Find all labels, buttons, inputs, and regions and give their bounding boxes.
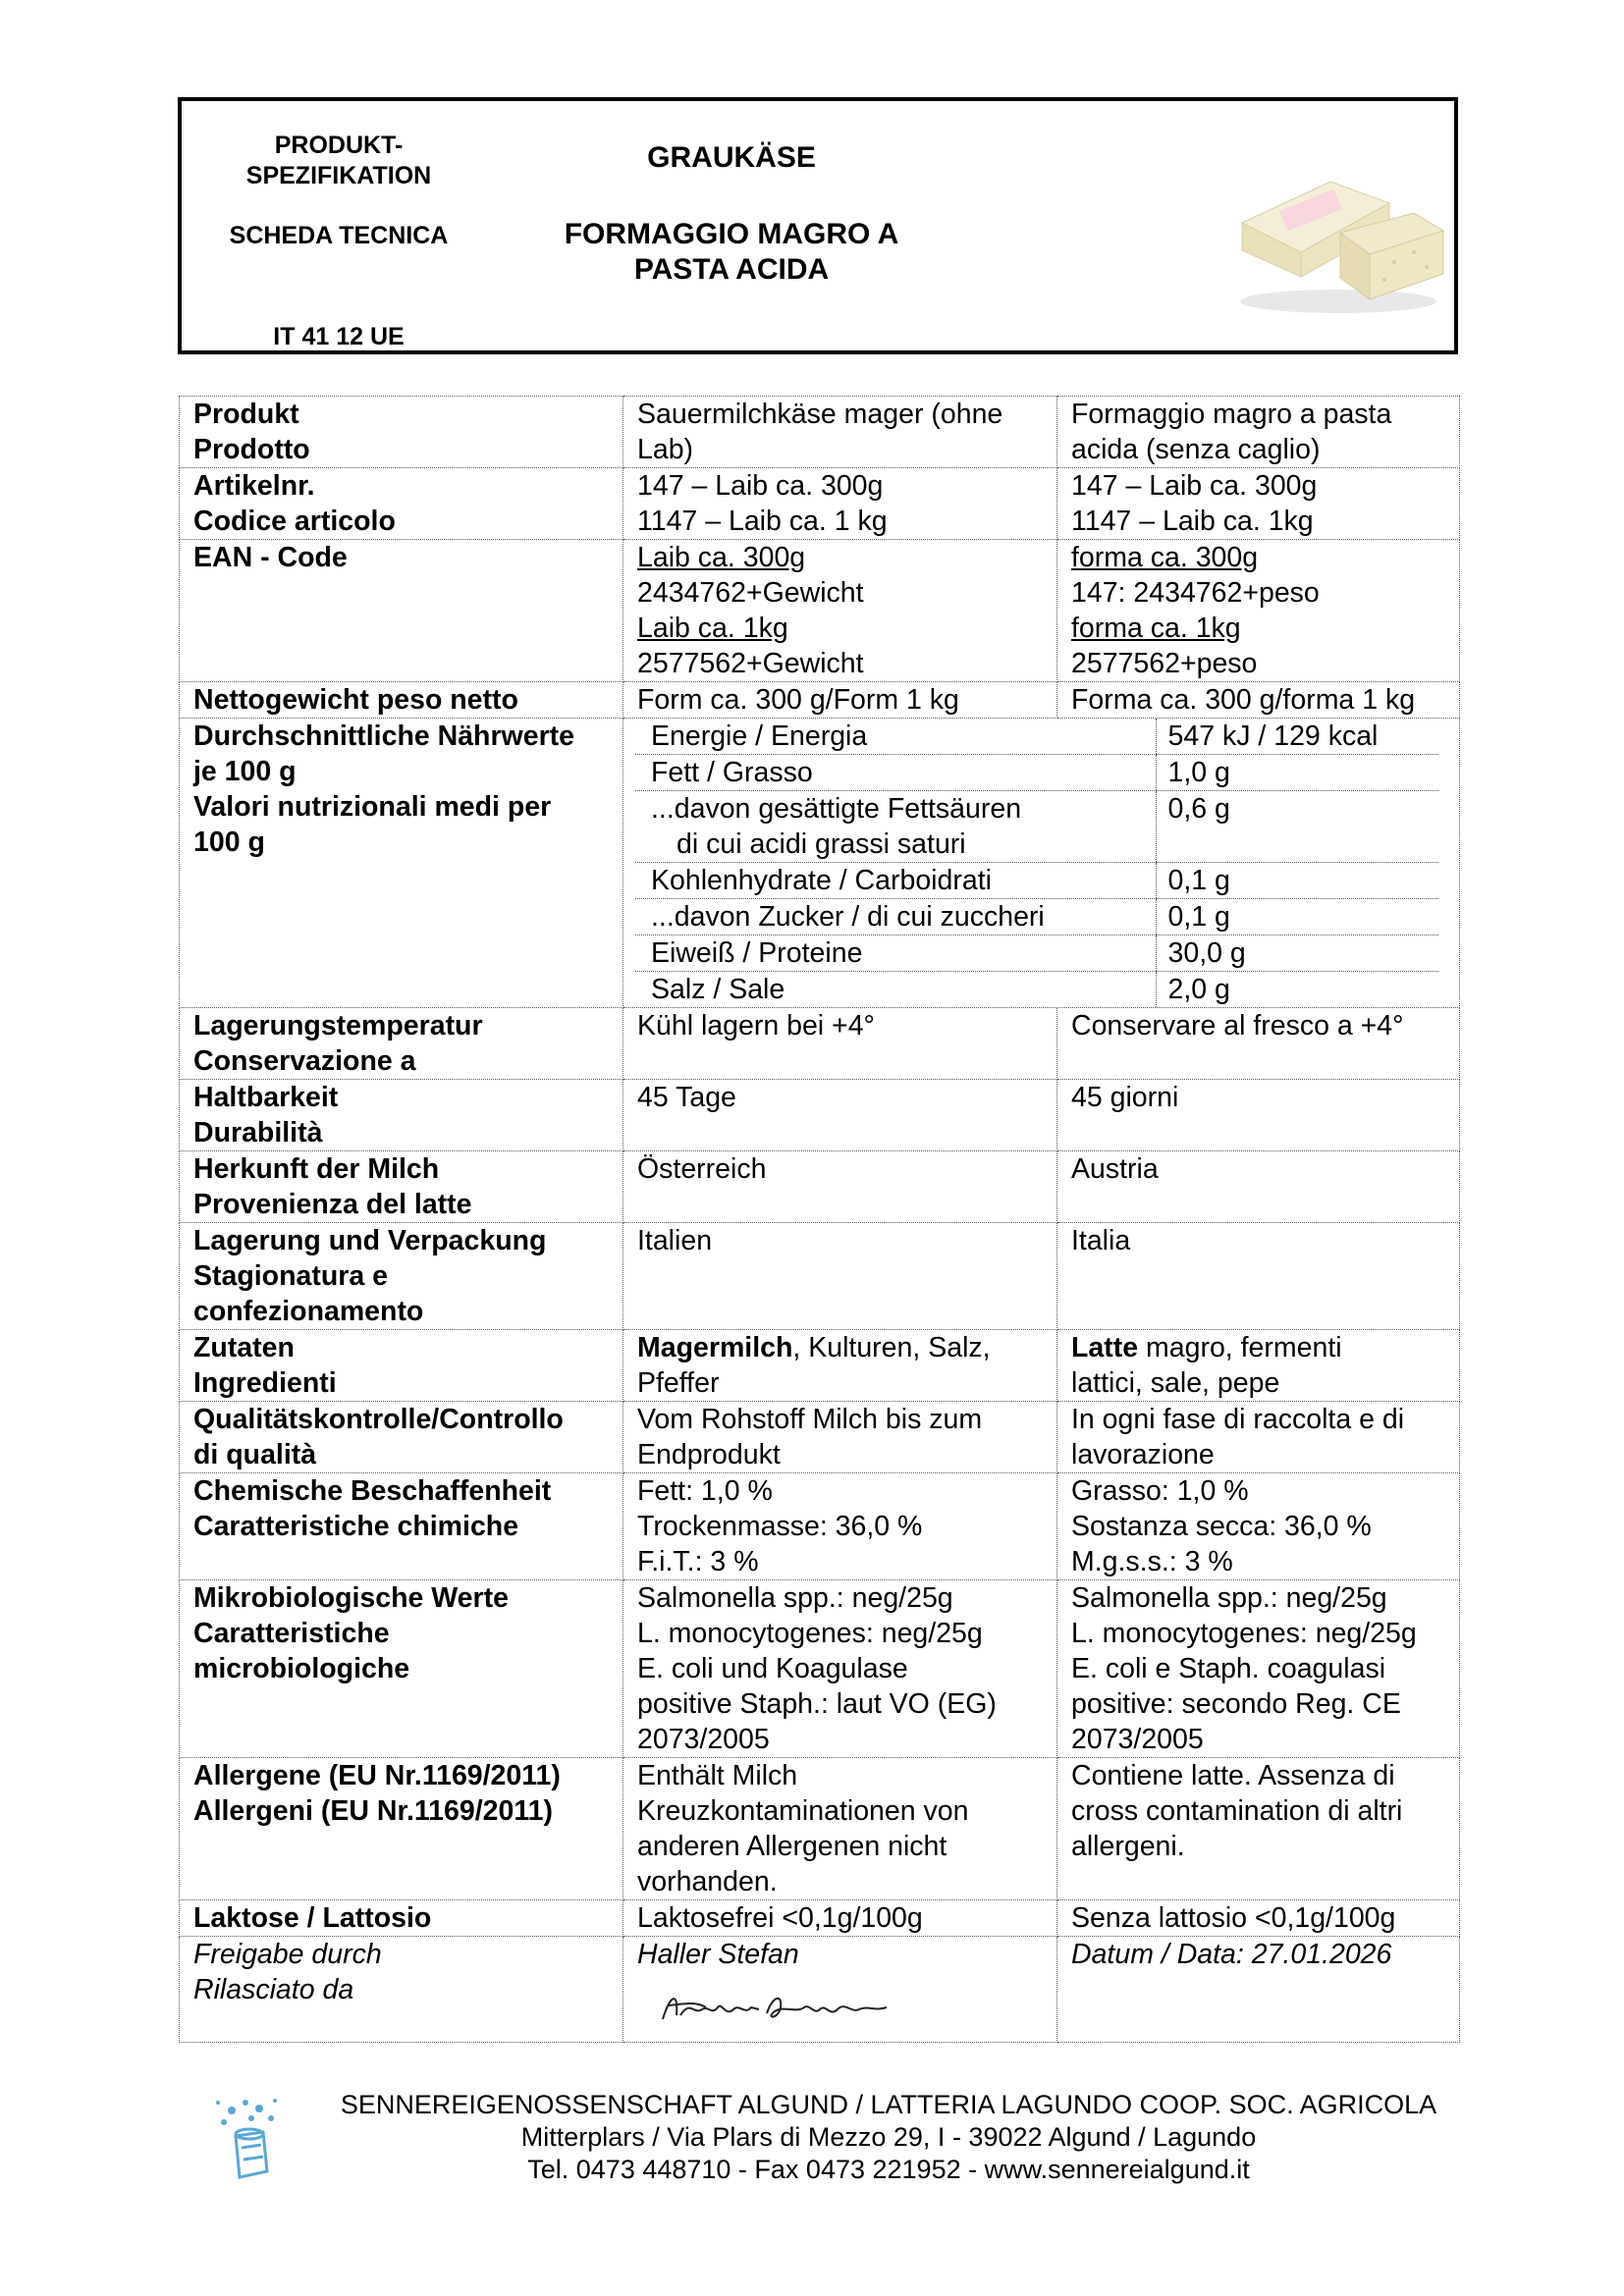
netto-it: Forma ca. 300 g/forma 1 kg: [1057, 682, 1460, 719]
table-row: [180, 468, 1460, 540]
nutrition-row: [635, 791, 1438, 863]
netto-de: Form ca. 300 g/Form 1 kg: [623, 682, 1057, 719]
nutrient-name: ...davon gesättigte Fettsäuren di cui acidi grassi saturi: [635, 791, 1156, 863]
table-row: [180, 1473, 1460, 1580]
nutrition-table: [635, 719, 1438, 1007]
haltbarkeit-de: 45 Tage: [623, 1080, 1057, 1151]
mikro-it: Salmonella spp.: neg/25g L. monocytogenes: neg/25g E. coli e Staph. coagulasi positive: secondo Reg. CE 2073/2005: [1057, 1580, 1460, 1758]
table-row: [180, 1008, 1460, 1080]
scheda-tecnica-label: SCHEDA TECNICA: [229, 222, 449, 249]
row-label-qualitaet: Qualitätskontrolle/Controllo di qualità: [180, 1402, 623, 1473]
row-label-mikro: Mikrobiologische Werte Caratteristiche microbiologiche: [180, 1580, 623, 1758]
table-row: [180, 1330, 1460, 1402]
ean-it: forma ca. 300g 147: 2434762+peso forma ca. 1kg 2577562+peso: [1057, 540, 1460, 682]
spec-label-line1: PRODUKT-: [274, 132, 404, 159]
lagerung-it: Italia: [1057, 1223, 1460, 1330]
footer-company: SENNEREIGENOSSENSCHAFT ALGUND / LATTERIA LAGUNDO COOP. SOC. AGRICOLA: [340, 2090, 1437, 2119]
artikel-de: 147 – Laib ca. 300g 1147 – Laib ca. 1 kg: [623, 468, 1057, 540]
table-row: [180, 1580, 1460, 1758]
approval-code: IT 41 12 UE: [273, 323, 405, 350]
nutrient-value: 0,6 g: [1156, 791, 1438, 863]
row-label-laktose: Laktose / Lattosio: [180, 1900, 623, 1937]
table-row: [180, 1151, 1460, 1223]
nutrition-row: [635, 935, 1438, 972]
row-label-naehrwerte: Durchschnittliche Nährwerte je 100 g Valori nutrizionali medi per 100 g: [180, 719, 623, 1008]
nutrition-row: [635, 972, 1438, 1008]
row-label-lagerung: Lagerung und Verpackung Stagionatura e confezionamento: [180, 1223, 623, 1330]
row-label-herkunft: Herkunft der Milch Provenienza del latte: [180, 1151, 623, 1223]
ean-de: Laib ca. 300g 2434762+Gewicht Laib ca. 1kg 2577562+Gewicht: [623, 540, 1057, 682]
signature: [657, 1986, 902, 2029]
nutrition-row: [635, 863, 1438, 899]
row-label-ean: EAN - Code: [180, 540, 623, 682]
artikel-it: 147 – Laib ca. 300g 1147 – Laib ca. 1kg: [1057, 468, 1460, 540]
row-label-produkt: Produkt Prodotto: [180, 397, 623, 468]
footer-address: Mitterplars / Via Plars di Mezzo 29, I - 39022 Algund / Lagundo: [520, 2122, 1257, 2152]
lagertemp-de: Kühl lagern bei +4°: [623, 1008, 1057, 1080]
nutrient-name: Energie / Energia: [635, 719, 1156, 755]
herkunft-de: Österreich: [623, 1151, 1057, 1223]
row-label-allergene: Allergene (EU Nr.1169/2011) Allergeni (EU Nr.1169/2011): [180, 1758, 623, 1900]
row-label-chemisch: Chemische Beschaffenheit Caratteristiche chimiche: [180, 1473, 623, 1580]
table-row: [180, 1223, 1460, 1330]
allergene-it: Contiene latte. Assenza di cross contamination di altri allergeni.: [1057, 1758, 1460, 1900]
chemisch-it: Grasso: 1,0 % Sostanza secca: 36,0 % M.g.s.s.: 3 %: [1057, 1473, 1460, 1580]
row-label-haltbarkeit: Haltbarkeit Durabilità: [180, 1080, 623, 1151]
nutrient-name: ...davon Zucker / di cui zuccheri: [635, 899, 1156, 935]
row-label-netto: Nettogewicht peso netto: [180, 682, 623, 719]
nutrition-cell: [623, 719, 1460, 1008]
lagertemp-it: Conservare al fresco a +4°: [1057, 1008, 1460, 1080]
chemisch-de: Fett: 1,0 % Trockenmasse: 36,0 % F.i.T.: 3 %: [623, 1473, 1057, 1580]
zutaten-it: Latte magro, fermenti lattici, sale, pepe: [1057, 1330, 1460, 1402]
nutrient-value: 1,0 g: [1156, 755, 1438, 791]
nutrient-value: 547 kJ / 129 kcal: [1156, 719, 1438, 755]
nutrition-row: [635, 899, 1438, 935]
table-row: [180, 1900, 1460, 1937]
nutrient-name: Salz / Sale: [651, 974, 785, 1005]
nutrient-name: Eiweiß / Proteine: [635, 935, 1156, 972]
spec-label-line2: SPEZIFIKATION: [245, 162, 432, 189]
dairy-logo-icon: [202, 2089, 297, 2191]
spec-table: [179, 396, 1460, 2043]
nutrient-value: 30,0 g: [1156, 935, 1438, 972]
produkt-de: Sauermilchkäse mager (ohne Lab): [623, 397, 1057, 468]
herkunft-it: Austria: [1057, 1151, 1460, 1223]
row-label-freigabe: Freigabe durch Rilasciato da: [180, 1937, 623, 2043]
nutrient-value: 2,0 g: [1156, 972, 1438, 1008]
table-row: [180, 540, 1460, 682]
row-label-zutaten: Zutaten Ingredienti: [180, 1330, 623, 1402]
row-label-lagertemp: Lagerungstemperatur Conservazione a: [180, 1008, 623, 1080]
table-row: [180, 1080, 1460, 1151]
nutrient-name: Fett / Grasso: [635, 755, 1156, 791]
produkt-it: Formaggio magro a pasta acida (senza caglio): [1057, 397, 1460, 468]
row-label-artikel: Artikelnr. Codice articolo: [180, 468, 623, 540]
nutrient-value: 0,1 g: [1156, 899, 1438, 935]
nutrient-value: 0,1 g: [1156, 863, 1438, 899]
nutrition-row: [635, 755, 1438, 791]
freigabe-name: Haller Stefan: [623, 1937, 1057, 2043]
footer-contact: Tel. 0473 448710 - Fax 0473 221952 - www.sennereialgund.it: [527, 2155, 1250, 2184]
table-row: [180, 1758, 1460, 1900]
cheese-photo: [1222, 105, 1454, 345]
zutaten-de: Magermilch, Kulturen, Salz, Pfeffer: [623, 1330, 1057, 1402]
product-title-it: FORMAGGIO MAGRO A PASTA ACIDA: [564, 218, 899, 286]
lagerung-de: Italien: [623, 1223, 1057, 1330]
laktose-it: Senza lattosio <0,1g/100g: [1057, 1900, 1460, 1937]
table-row: [180, 1937, 1460, 2043]
product-title-de: GRAUKÄSE: [647, 141, 816, 174]
table-row: [180, 397, 1460, 468]
table-row: [180, 682, 1460, 719]
nutrition-row: [635, 719, 1438, 755]
qualitaet-it: In ogni fase di raccolta e di lavorazione: [1057, 1402, 1460, 1473]
table-row: [180, 719, 1460, 1008]
allergene-de: Enthält Milch Kreuzkontaminationen von anderen Allergenen nicht vorhanden.: [623, 1758, 1057, 1900]
spec-label: [182, 131, 496, 251]
freigabe-date: Datum / Data: 27.01.2026: [1057, 1937, 1460, 2043]
haltbarkeit-it: 45 giorni: [1057, 1080, 1460, 1151]
mikro-de: Salmonella spp.: neg/25g L. monocytogenes: neg/25g E. coli und Koagulase positive Staph.: laut VO (EG) 2073/2005: [623, 1580, 1057, 1758]
qualitaet-de: Vom Rohstoff Milch bis zum Endprodukt: [623, 1402, 1057, 1473]
table-row: [180, 1402, 1460, 1473]
laktose-de: Laktosefrei <0,1g/100g: [623, 1900, 1057, 1937]
nutrient-name: Kohlenhydrate / Carboidrati: [635, 863, 1156, 899]
header-box: [178, 97, 1458, 354]
footer: [304, 2089, 1473, 2186]
